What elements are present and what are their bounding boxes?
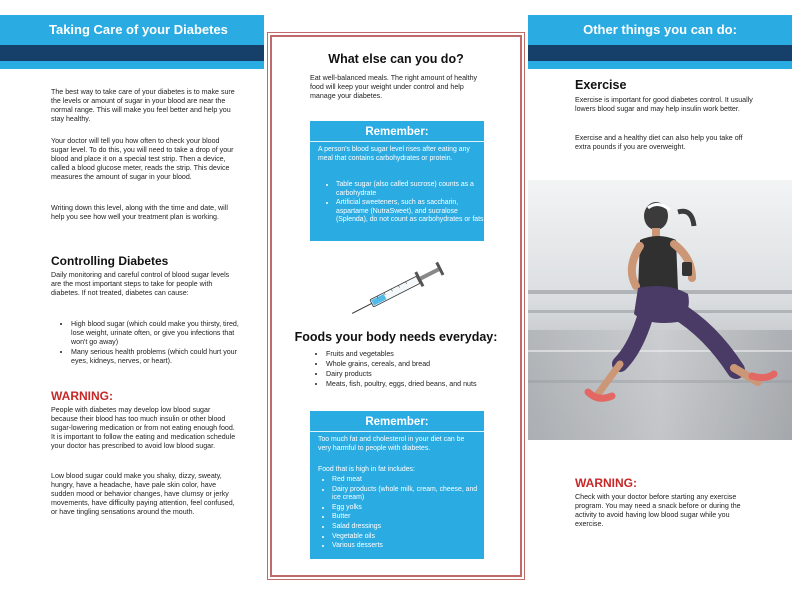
left-warning-paragraph-1: People with diabetes may develop low blood sugar because their blood has too much insulin or other blood sugar-lowering medication or from not eating enough food. It is important to follow the eating and medication schedule your doctor has prescribed to avoid low blood sugar.	[51, 406, 236, 450]
remember-text-2: Too much fat and cholesterol in your diet can be very harmful to people with diabetes.	[318, 436, 465, 452]
controlling-paragraph: Daily monitoring and careful control of blood sugar levels are the most important steps to take for people with diabetes. If not treated, diabetes can cause:	[51, 271, 230, 297]
exercise-paragraph-2: Exercise and a healthy diet can also help you take off extra pounds if you are overweight.	[575, 134, 743, 151]
left-navy-stripe	[0, 45, 264, 61]
intro-paragraph-2: Your doctor will tell you how often to check your blood sugar level. To do this, you will need to take a drop of your blood and place it on a special test strip. Then a device, called a blood glucose meter, reads the strip. This device measures the amount of sugar in your blood.	[51, 137, 234, 181]
remember-title-1: Remember:	[365, 126, 429, 138]
intro-paragraph-3: Writing down this level, along with the time and date, will help you see how well your treatment plan is working.	[51, 204, 228, 221]
right-blue-stripe	[528, 61, 792, 69]
foods-heading: Foods your body needs everyday:	[294, 330, 498, 344]
list-item: • Butter	[332, 513, 484, 522]
list-item: • Whole grains, cereals, and bread	[326, 360, 498, 369]
remember-divider-2	[310, 431, 484, 432]
remember-subtext-2: Food that is high in fat includes:	[318, 466, 415, 473]
what-else-heading: What else can you do?	[328, 52, 464, 66]
list-item: • Fruits and vegetables	[326, 350, 498, 359]
list-item: • Dairy products	[326, 370, 498, 379]
remember-title-2: Remember:	[365, 416, 429, 428]
right-warning-paragraph: Check with your doctor before starting any exercise program. You may need a snack before or during the activity to avoid having low blood sugar while you exercise.	[575, 493, 741, 528]
right-panel	[528, 0, 792, 612]
intro-paragraph-1: The best way to take care of your diabetes is to make sure the levels or amount of sugar in your blood are near the normal range. This will make you feel better and help you stay healthy.	[51, 88, 235, 123]
exercise-paragraph-1: Exercise is important for good diabetes control. It usually lowers blood sugar and may help insulin work better.	[575, 96, 753, 113]
remember-divider-1	[310, 141, 484, 142]
list-item: • Various desserts	[332, 542, 484, 551]
list-item: • High blood sugar (which could make you thirsty, tired, lose weight, urinate often, or give you infections that won't go away)	[71, 320, 243, 347]
right-warning-heading: WARNING:	[575, 476, 637, 490]
right-header-title: Other things you can do:	[583, 22, 737, 37]
list-item: • Artificial sweeteners, such as saccharin, aspartame (NutraSweet), and sucralose (Splenda), do not count as carbohydrates or fats	[336, 199, 484, 225]
runner-photo	[528, 180, 792, 440]
controlling-heading: Controlling Diabetes	[51, 254, 169, 268]
left-header-title: Taking Care of your Diabetes	[49, 22, 228, 37]
foods-list	[312, 350, 498, 390]
list-item: • Red meat	[332, 476, 484, 485]
list-item: • Salad dressings	[332, 523, 484, 532]
middle-frame	[270, 35, 522, 577]
left-blue-stripe	[0, 61, 264, 69]
list-item: • Many serious health problems (which could hurt your eyes, kidneys, nerves, or heart).	[71, 348, 243, 366]
syringe-icon	[342, 259, 462, 317]
remember-text-1: A person's blood sugar level rises after eating any meal that contains carbohydrates or protein.	[318, 146, 470, 162]
controlling-list	[57, 320, 243, 367]
runner-image	[528, 180, 792, 440]
list-item: • Meats, fish, poultry, eggs, dried beans, and nuts	[326, 380, 498, 389]
list-item: • Egg yolks	[332, 504, 484, 513]
left-warning-paragraph-2: Low blood sugar could make you shaky, dizzy, sweaty, hungry, have a headache, have pale skin color, have sudden mood or behavior changes, have clumsy or jerky movements, have difficulty paying attention, feel confused, or have tingling sensations around the mouth.	[51, 472, 235, 516]
exercise-heading: Exercise	[575, 78, 627, 92]
what-else-intro: Eat well-balanced meals. The right amount of healthy food will keep your weight under control and help manage your diabetes.	[310, 74, 478, 100]
remember-list-2	[318, 476, 484, 552]
left-header-bar	[0, 15, 264, 45]
right-navy-stripe	[528, 45, 792, 61]
list-item: • Vegetable oils	[332, 533, 484, 542]
list-item: • Table sugar (also called sucrose) counts as a carbohydrate	[336, 181, 484, 198]
remember-box-2	[310, 411, 484, 559]
remember-box-1	[310, 121, 484, 241]
left-warning-heading: WARNING:	[51, 389, 113, 403]
right-header-bar	[528, 15, 792, 45]
list-item: • Dairy products (whole milk, cream, cheese, and ice cream)	[332, 486, 484, 503]
remember-list-1	[322, 181, 484, 226]
middle-panel	[270, 0, 522, 612]
left-panel	[0, 0, 264, 612]
